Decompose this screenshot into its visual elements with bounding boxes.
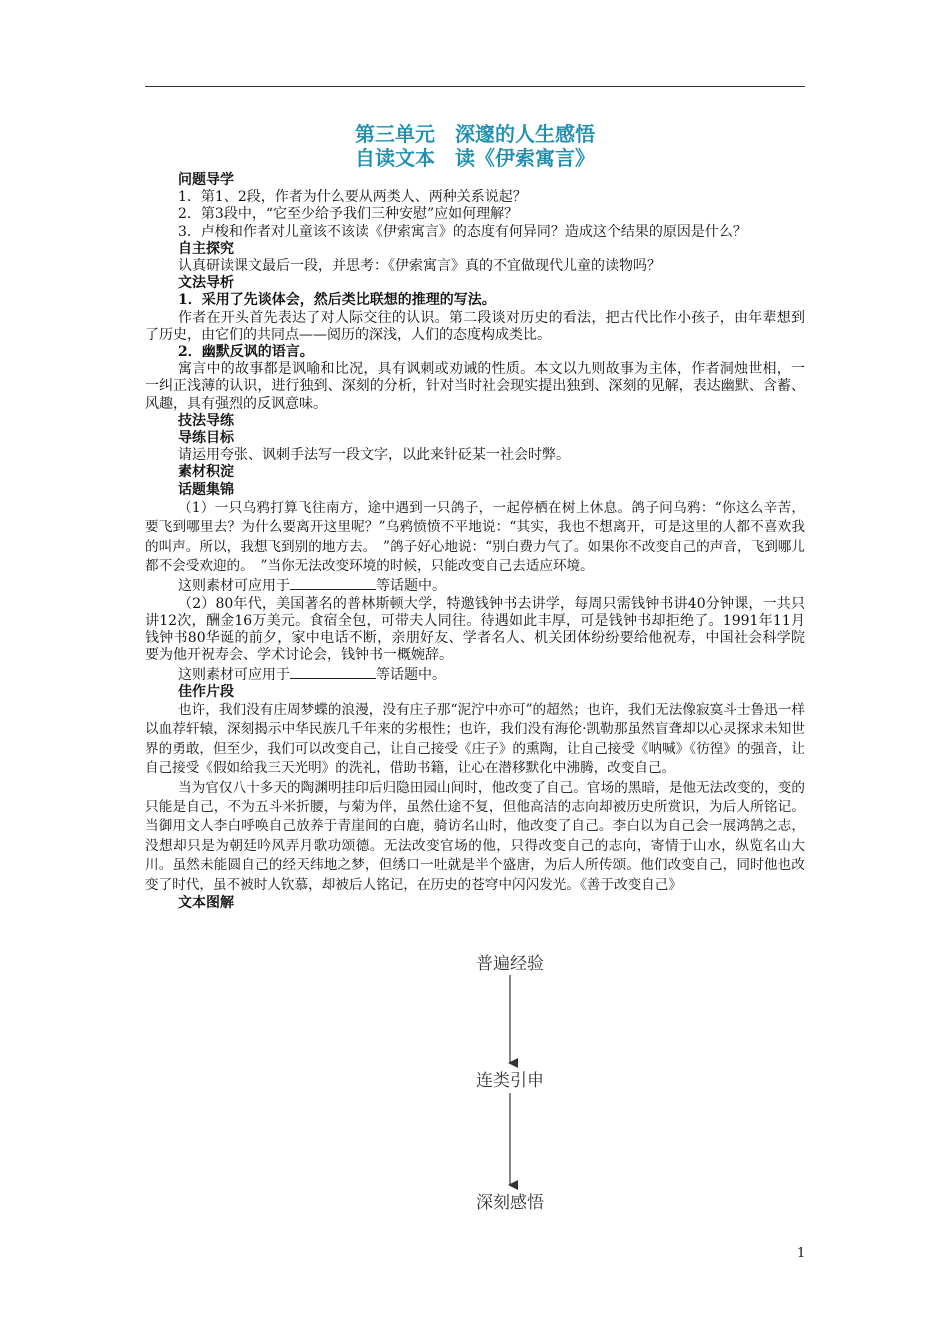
jiazuo-paragraph-1: 也许，我们没有庄周梦蝶的浪漫，没有庄子那“泥泞中亦可”的超然；也许，我们无法像寂寞斗士鲁迅一样以血荐轩辕，深刻揭示中华民族几千年来的劣根性；也许，我们没有海伦·凯勒那虽然盲聋却以心灵探求未知世界的勇敢，但至少，我们可以改变自己，让自己接受《庄子》的熏陶，让自己接受《呐喊》《彷徨》的强音，让自己接受《假如给我三天光明》的洗礼，借助书籍，让心在潜移默化中沸腾，改变自己。 <box>145 701 805 777</box>
question-2: 2．第3段中，“它至少给予我们三种安慰”应如何理解？ <box>178 206 519 223</box>
heading-huati: 话题集锦 <box>178 481 234 498</box>
heading-zizhu: 自主探究 <box>178 240 234 257</box>
diagram-node-3: 深刻感悟 <box>476 1193 544 1213</box>
document-body <box>145 172 805 912</box>
wenfa-2-text: 寓言中的故事都是讽喻和比况，具有讽刺或劝诫的性质。本文以九则故事为主体，作者洞烛世相，一一纠正浅薄的认识，进行独到、深刻的分析，针对当时社会现实提出独到、深刻的见解，表达幽默、含蓄、风趣，具有强烈的反讽意味。 <box>145 361 805 412</box>
text-diagram <box>400 935 620 1235</box>
heading-tujie: 文本图解 <box>178 894 234 911</box>
lesson-title: 自读文本 读《伊索寓言》 <box>355 146 595 170</box>
apply-line-2 <box>145 665 805 684</box>
page-number: 1 <box>797 1246 806 1261</box>
wenfa-1-title: 1．采用了先谈体会，然后类比联想的推理的写法。 <box>178 292 496 309</box>
wenfa-2-title: 2．幽默反讽的语言。 <box>178 344 314 361</box>
wenfa-1-text: 作者在开头首先表达了对人际交往的认识。第二段谈对历史的看法，把古代比作小孩子，由年辈想到了历史，由它们的共同点——阅历的深浅，人们的态度构成类比。 <box>145 309 805 343</box>
heading-wenti: 问题导学 <box>178 172 234 188</box>
story-1: （1）一只乌鸦打算飞往南方，途中遇到一只鸽子，一起停栖在树上休息。鸽子问乌鸦：“你这么辛苦，要飞到哪里去？为什么要离开这里呢？”乌鸦愤愤不平地说：“其实，我也不想离开，可是这里的人都不喜欢我的叫声。所以，我想飞到别的地方去。 ”鸽子好心地说：“别白费力气了。如果你不改变自己的声音，飞到哪儿都不会受欢迎的。 ”当你无法改变环境的时候，只能改变自己去适应环境。 <box>145 499 805 575</box>
question-3: 3．卢梭和作者对儿童该不该读《伊索寓言》的态度有何异同？造成这个结果的原因是什么？ <box>178 223 747 240</box>
heading-jifa: 技法导练 <box>178 412 234 429</box>
header-rule <box>145 86 805 87</box>
jiazuo-paragraph-2: 当为官仅八十多天的陶渊明挂印后归隐田园山间时，他改变了自己。官场的黑暗，是他无法改变的，变的只能是自己，不为五斗米折腰，与菊为伴，虽然仕途不复，但他高洁的志向却被历史所赏识，为后人所铭记。当御用文人李白呼唤自己放养于青崖间的白鹿，骑访名山时，他改变了自己。李白以为自己会一展鸿鹄之志，没想却只是为朝廷吟风弄月歌功颂德。无法改变官场的他，只得改变自己的志向，寄情于山水，纵览名山大川。虽然未能圆自己的经天纬地之梦，但绣口一吐就是半个盛唐，为后人所传颂。他们改变自己，同时他也改变了时代，虽不被时人钦慕，却被后人铭记，在历史的苍穹中闪闪发光。《善于改变自己》 <box>145 779 805 893</box>
daolian-text: 请运用夸张、讽刺手法写一段文字，以此来针砭某一社会时弊。 <box>178 447 570 464</box>
heading-daolian: 导练目标 <box>178 430 234 447</box>
heading-sucai: 素材积淀 <box>178 464 234 481</box>
blank-1 <box>290 576 376 590</box>
heading-jiazuo: 佳作片段 <box>178 683 234 700</box>
story-2: （2）80年代，美国著名的普林斯顿大学，特邀钱钟书去讲学，每周只需钱钟书讲40分钟课，一共只讲12次，酬金16万美元。食宿全包，可带夫人同往。待遇如此丰厚，可是钱钟书却拒绝了。1991年11月钱钟书80华诞的前夕，家中电话不断，亲朋好友、学者名人、机关团体纷纷要给他祝寿，中国社会科学院要为他开祝寿会、学术讨论会，钱钟书一概婉辞。 <box>145 595 805 664</box>
apply-2-suffix: 等话题中。 <box>376 666 446 683</box>
diagram-node-1: 普遍经验 <box>476 954 544 974</box>
blank-2 <box>290 665 376 679</box>
apply-1-prefix: 这则素材可应用于 <box>178 578 290 595</box>
apply-2-prefix: 这则素材可应用于 <box>178 666 290 683</box>
heading-wenfa: 文法导析 <box>178 275 234 292</box>
zizhu-text: 认真研读课文最后一段，并思考：《伊索寓言》真的不宜做现代儿童的读物吗？ <box>178 258 661 275</box>
apply-line-1 <box>145 576 805 595</box>
unit-title: 第三单元 深邃的人生感悟 <box>355 122 595 146</box>
diagram-node-2: 连类引申 <box>476 1071 544 1091</box>
question-1: 1．第1、2段，作者为什么要从两类人、两种关系说起？ <box>178 189 527 206</box>
apply-1-suffix: 等话题中。 <box>376 578 446 595</box>
